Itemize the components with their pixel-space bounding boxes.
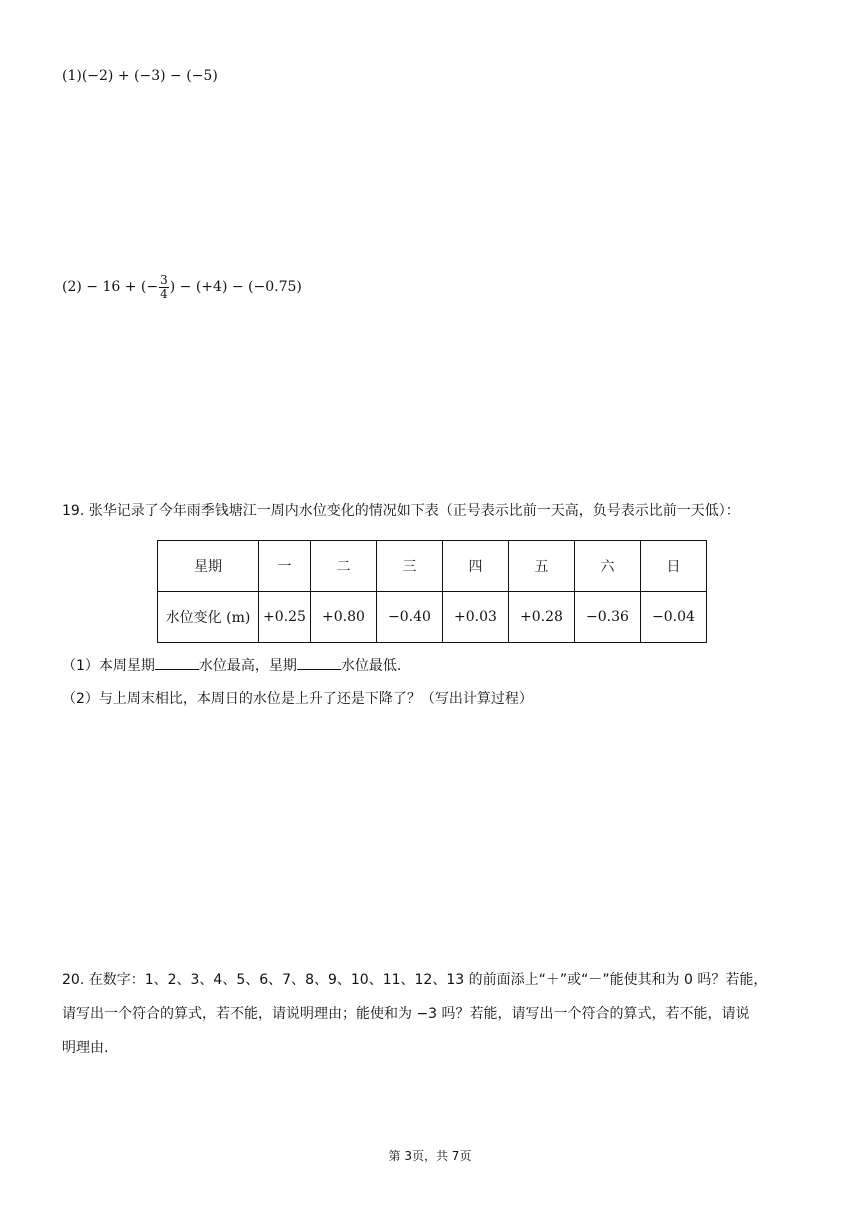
problem20-line1: 20. 在数字：1、2、3、4、5、6、7、8、9、10、11、12、13 的前面添上“＋”或“－”能使其和为 0 吗？若能， bbox=[62, 972, 768, 988]
table-day-cell: 五 bbox=[509, 541, 575, 592]
problem19-question1 bbox=[62, 655, 411, 675]
problem20-line2: 请写出一个符合的算式，若不能，请说明理由；能使和为 −3 吗？若能，请写出一个符合的算式，若不能，请说 bbox=[62, 1006, 750, 1022]
table-value-cell: +0.03 bbox=[443, 592, 509, 643]
problem18-part2 bbox=[62, 270, 302, 304]
table-header-row bbox=[158, 541, 707, 592]
problem20-line3: 明理由. bbox=[62, 1040, 109, 1056]
table-value-cell: −0.36 bbox=[575, 592, 641, 643]
table-value-cell: −0.04 bbox=[641, 592, 707, 643]
part2-prefix: (2) − 16 + (− bbox=[62, 279, 159, 295]
table-value-cell: +0.25 bbox=[259, 592, 311, 643]
table-value-cell: +0.80 bbox=[311, 592, 377, 643]
table-day-cell: 二 bbox=[311, 541, 377, 592]
fraction-denominator: 4 bbox=[160, 286, 168, 301]
water-level-table bbox=[157, 540, 707, 643]
problem20-text bbox=[62, 963, 822, 1065]
problem19-question2: （2）与上周末相比，本周日的水位是上升了还是下降了？（写出计算过程） bbox=[62, 691, 533, 707]
table-day-cell: 日 bbox=[641, 541, 707, 592]
question1-part-b: 水位最高，星期 bbox=[198, 658, 297, 674]
table-day-cell: 一 bbox=[259, 541, 311, 592]
fraction-three-quarters bbox=[159, 274, 169, 301]
table-day-cell: 六 bbox=[575, 541, 641, 592]
table-day-cell: 三 bbox=[377, 541, 443, 592]
table-value-row bbox=[158, 592, 707, 643]
table-value-cell: −0.40 bbox=[377, 592, 443, 643]
problem19-intro: 19. 张华记录了今年雨季钱塘江一周内水位变化的情况如下表（正号表示比前一天高，负号表示比前一天低）： bbox=[62, 503, 740, 519]
fraction-numerator: 3 bbox=[160, 272, 168, 287]
table-header-label: 星期 bbox=[158, 541, 259, 592]
question1-part-a: （1）本周星期 bbox=[62, 658, 155, 674]
table-row-label: 水位变化 (m) bbox=[158, 592, 259, 643]
part2-suffix: ) − (+4) − (−0.75) bbox=[169, 279, 302, 295]
problem18-part1: (1)(−2) + (−3) − (−5) bbox=[62, 68, 218, 84]
answer-blank-highest[interactable] bbox=[155, 655, 199, 670]
table-day-cell: 四 bbox=[443, 541, 509, 592]
answer-blank-lowest[interactable] bbox=[297, 655, 341, 670]
page-footer: 第 3页，共 7页 bbox=[388, 1149, 472, 1163]
table-value-cell: +0.28 bbox=[509, 592, 575, 643]
question1-part-c: 水位最低． bbox=[340, 658, 411, 674]
